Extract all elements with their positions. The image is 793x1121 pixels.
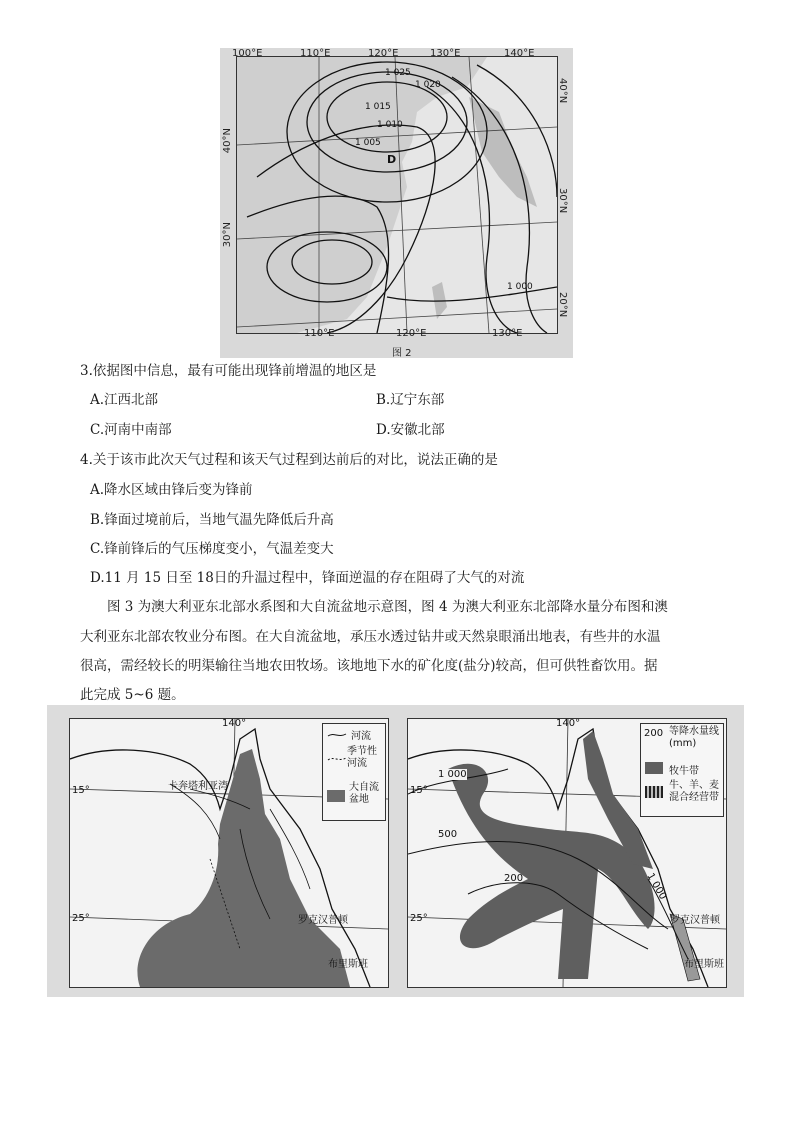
isohyet-label: 200	[504, 873, 524, 884]
lat-label: 25°	[72, 913, 90, 924]
legend-label: 河流	[351, 731, 371, 742]
lon-label: 100°E	[232, 48, 263, 59]
lon-label: 120°E	[368, 48, 399, 59]
intro-line: 此完成 5~6 题。	[80, 687, 185, 703]
lon-label: 130°E	[492, 328, 523, 339]
lon-label: 130°E	[430, 48, 461, 59]
figures-3-4	[47, 705, 744, 997]
legend-label: 大自流盆地	[349, 782, 379, 805]
river-icon	[327, 730, 347, 740]
basin-swatch-icon	[327, 790, 345, 802]
isohyet-label: 500	[438, 829, 458, 840]
option-b: B.锋面过境前后，当地气温先降低后升高	[90, 512, 334, 528]
intro-line: 很高，需经较长的明渠输往当地农田牧场。该地地下水的矿化度(盐分)较高，但可供牲畜饮用。据	[80, 658, 658, 674]
question-4-stem: 4.关于该市此次天气过程和该天气过程到达前后的对比，说法正确的是	[80, 452, 498, 468]
isobar-label: 1 000	[507, 282, 533, 292]
legend-label: 牛、羊、麦混合经营带	[669, 780, 719, 803]
isohyet-label: 1 000	[438, 769, 467, 780]
intro-line: 大利亚东北部农牧业分布图。在大自流盆地，承压水透过钻井或天然泉眼涌出地表，有些井的水温	[80, 629, 661, 645]
legend-label: 牧牛带	[669, 766, 699, 777]
legend-value: 200	[644, 728, 664, 739]
lon-label: 120°E	[396, 328, 427, 339]
lon-label: 140°E	[504, 48, 535, 59]
lat-label: 40°N	[557, 78, 568, 104]
gulf-label: 卡奔塔利亚湾	[168, 781, 228, 792]
option-d: D.安徽北部	[376, 422, 445, 438]
option-c: C.河南中南部	[90, 422, 172, 438]
low-pressure-symbol: D	[387, 153, 397, 166]
isobar-label: 1 010	[377, 120, 403, 130]
figure-4-map	[407, 718, 727, 988]
legend-label: 等降水量线(mm)	[669, 726, 719, 749]
lat-label: 40°N	[222, 128, 233, 154]
isohyet-label: 1 000	[644, 871, 669, 902]
city-label: 布里斯班	[684, 959, 724, 970]
isobar-map	[236, 56, 558, 334]
lon-label: 140°	[222, 718, 247, 729]
lat-label: 20°N	[557, 292, 568, 318]
option-c: C.锋前锋后的气压梯度变小，气温差变大	[90, 541, 334, 557]
lat-label: 15°	[410, 785, 428, 796]
lat-label: 30°N	[222, 222, 233, 248]
isobar-label: 1 015	[365, 102, 391, 112]
lon-label: 140°	[556, 718, 581, 729]
lat-label: 25°	[410, 913, 428, 924]
city-label: 布里斯班	[328, 959, 368, 970]
question-3-stem: 3.依据图中信息，最有可能出现锋前增温的地区是	[80, 363, 377, 379]
city-label: 罗克汉普顿	[670, 915, 720, 926]
isobar-label: 1 025	[385, 68, 411, 78]
legend-label: 季节性河流	[347, 746, 377, 769]
option-b: B.辽宁东部	[376, 392, 445, 408]
lat-label: 15°	[72, 785, 90, 796]
lon-label: 110°E	[304, 328, 335, 339]
option-d: D.11 月 15 日至 18日的升温过程中，锋面逆温的存在阻碍了大气的对流	[90, 570, 525, 586]
figure-4-legend	[640, 723, 724, 817]
option-a: A.江西北部	[90, 392, 159, 408]
lat-label: 30°N	[557, 188, 568, 214]
figure-2	[220, 48, 573, 358]
option-a: A.降水区域由锋后变为锋前	[90, 482, 253, 498]
isobar-map-graphic	[237, 57, 557, 333]
lon-label: 110°E	[300, 48, 331, 59]
isobar-label: 1 005	[355, 138, 381, 148]
seasonal-river-icon	[327, 754, 347, 764]
city-label: 罗克汉普顿	[298, 915, 348, 926]
mixed-belt-swatch-icon	[645, 786, 663, 798]
figure-3-map	[69, 718, 389, 988]
figure-caption: 图 2	[392, 348, 412, 359]
isobar-label: 1 020	[415, 80, 441, 90]
cattle-belt-swatch-icon	[645, 762, 663, 774]
figure-3-legend	[322, 723, 386, 821]
intro-line: 图 3 为澳大利亚东北部水系图和大自流盆地示意图，图 4 为澳大利亚东北部降水量分布图和澳	[107, 599, 668, 615]
